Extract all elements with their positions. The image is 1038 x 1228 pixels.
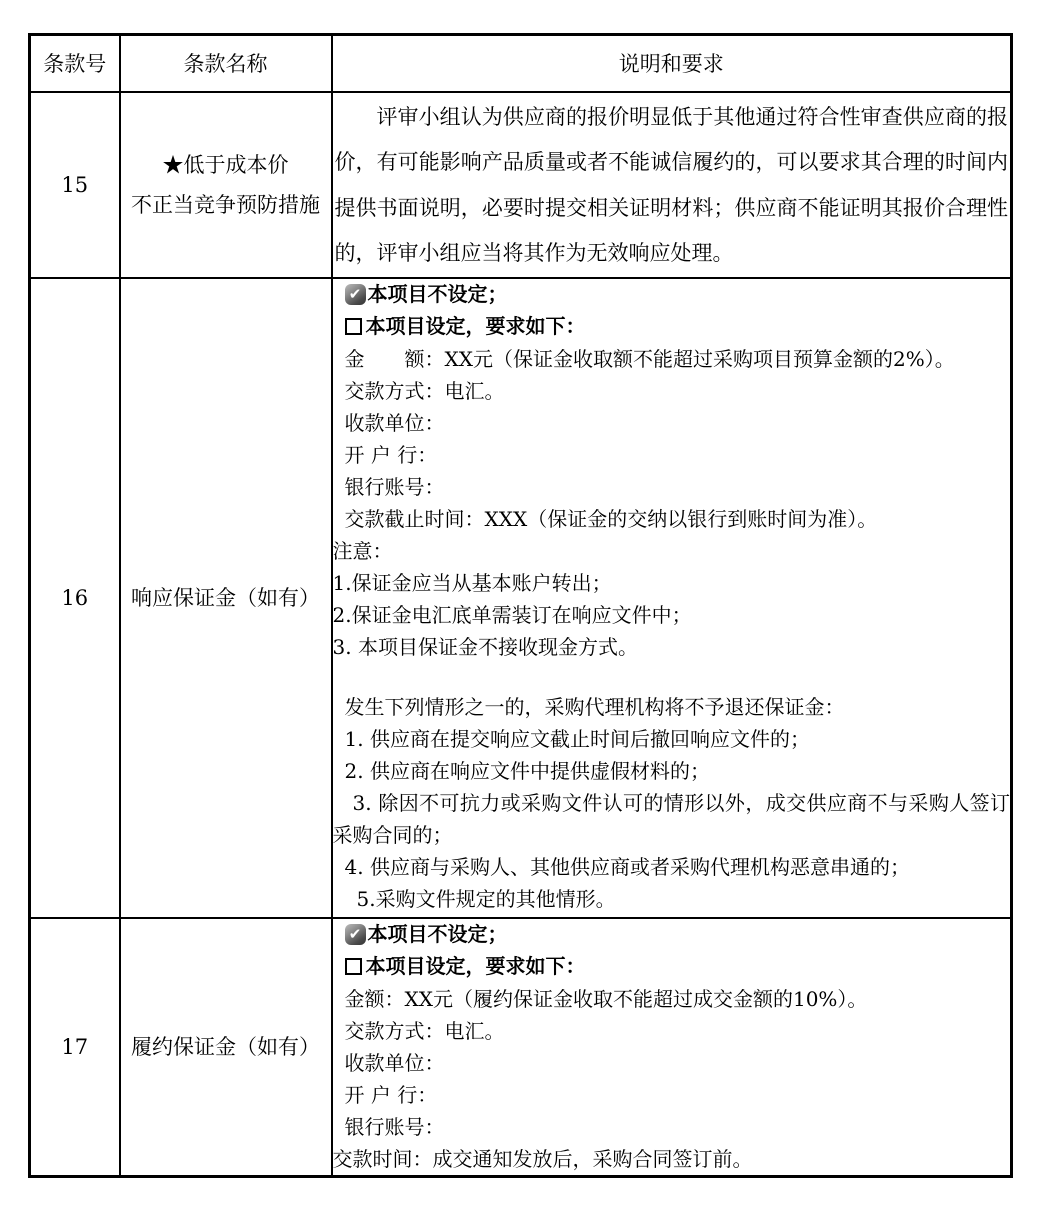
checked-checkbox-icon — [345, 924, 366, 945]
clause-name: 不正当竞争预防措施 — [131, 192, 320, 217]
description-line: 5.采购文件规定的其他情形。 — [356, 886, 616, 911]
description-paragraph: 评审小组认为供应商的报价明显低于其他通过符合性审查供应商的报价，有可能影响产品质量或者不能诚信履约的，可以要求其合理的时间内提供书面说明，必要时提交相关证明材料；供应商不能证明其报价合理性的，评审小组应当将其作为无效响应处理。 — [334, 104, 1008, 265]
terms-table — [28, 33, 1013, 1178]
description-line: ✔ 本项目不设定； — [333, 279, 1011, 311]
description-line: 1.保证金应当从基本账户转出； — [332, 570, 612, 595]
description-line: 交款方式：电汇。 — [344, 1018, 505, 1043]
description-line: 开 户 行： — [344, 442, 438, 467]
clause-number: 16 — [61, 585, 89, 610]
checkmark-glyph: ✔ — [348, 924, 362, 943]
description-line: 开 户 行： — [344, 1082, 438, 1107]
clause-number: 17 — [61, 1034, 89, 1059]
clause-name: 响应保证金（如有） — [131, 585, 320, 610]
checkmark-glyph: ✔ — [348, 284, 362, 303]
clause-name-cell — [120, 92, 332, 278]
description-line: 4. 供应商与采购人、其他供应商或者采购代理机构恶意串通的； — [344, 854, 910, 879]
description-line: 2.保证金电汇底单需装订在响应文件中； — [332, 602, 692, 627]
clause-description-cell — [332, 92, 1012, 278]
clause-number-cell — [30, 918, 120, 1177]
table-body — [30, 92, 1012, 1177]
description-line: 收款单位： — [344, 410, 445, 435]
header-description: 说明和要求 — [332, 35, 1012, 92]
header-clause-number: 条款号 — [30, 35, 120, 92]
unchecked-checkbox-icon — [345, 958, 362, 975]
description-line: 金额：XX元（履约保证金收取不能超过成交金额的10%）。 — [344, 986, 868, 1011]
checked-checkbox-icon — [345, 284, 366, 305]
description-line: 发生下列情形之一的，采购代理机构将不予退还保证金： — [344, 694, 845, 719]
description-line: 1. 供应商在提交响应文截止时间后撤回响应文件的； — [344, 726, 810, 751]
description-line: 2. 供应商在响应文件中提供虚假材料的； — [344, 758, 710, 783]
unchecked-checkbox-icon — [345, 318, 362, 335]
description-line: 本项目设定，要求如下： — [333, 311, 1011, 343]
description-line: 收款单位： — [344, 1050, 445, 1075]
table-row — [30, 918, 1012, 1177]
clause-name-cell — [120, 278, 332, 918]
header-clause-name: 条款名称 — [120, 35, 332, 92]
table-row — [30, 92, 1012, 278]
description-line: 交款方式：电汇。 — [344, 378, 505, 403]
description-line: 银行账号： — [344, 474, 445, 499]
clause-description-cell — [332, 278, 1012, 918]
table-row — [30, 278, 1012, 918]
clause-name: 履约保证金（如有） — [131, 1034, 320, 1059]
description-line: ✔ 本项目不设定； — [333, 919, 1011, 951]
description-line: 金 额：XX元（保证金收取额不能超过采购项目预算金额的2%）。 — [344, 346, 955, 371]
clause-description-cell — [332, 918, 1012, 1177]
description-line: 注意： — [332, 538, 393, 563]
description-line: 3. 除因不可抗力或采购文件认可的情形以外，成交供应商不与采购人签订采购合同的； — [332, 790, 1010, 847]
header-row — [30, 35, 1012, 92]
description-line: 交款时间：成交通知发放后，采购合同签订前。 — [332, 1146, 753, 1171]
clause-name: ★低于成本价 — [162, 152, 289, 177]
description-line: 银行账号： — [344, 1114, 445, 1139]
clause-name-cell — [120, 918, 332, 1177]
description-line: 交款截止时间：XXX（保证金的交纳以银行到账时间为准）。 — [344, 506, 878, 531]
clause-number: 15 — [61, 172, 89, 197]
description-line: 本项目设定，要求如下： — [333, 951, 1011, 983]
description-line: 3. 本项目保证金不接收现金方式。 — [332, 634, 638, 659]
clause-number-cell — [30, 92, 120, 278]
clause-number-cell — [30, 278, 120, 918]
